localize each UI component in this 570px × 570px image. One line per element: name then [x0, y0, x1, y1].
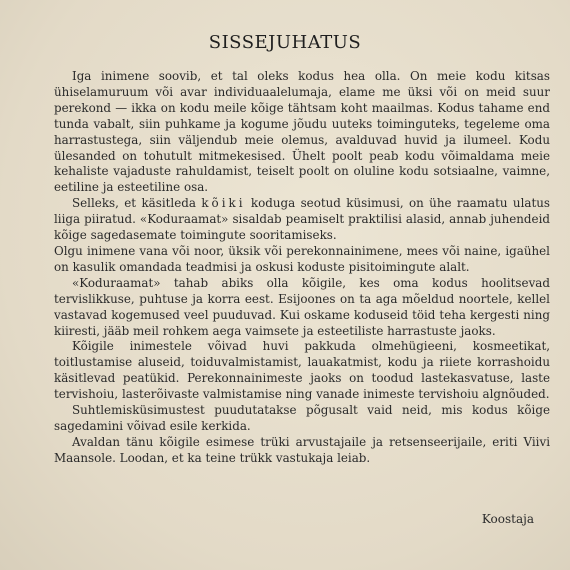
paragraph-6: Avaldan tänu kõigile esimese trüki arvustajaile ja retsenseerijaile, eriti Viivi Maansole. Loodan, et ka teine trükk vastukaja leiab.	[54, 434, 550, 465]
body-text	[54, 69, 550, 467]
paragraph-2-continued: Olgu inimene vana või noor, üksik või perekonnainimene, mees või naine, igaühel on kasulik omandada teadmisi ja oskusi koduste pisitoimingute alalt.	[54, 243, 550, 274]
signature: Koostaja	[481, 512, 534, 526]
paragraph-2-start: Selleks, et käsitleda	[72, 196, 202, 211]
emphasized-word: kõiki	[201, 196, 246, 211]
page-title: SISSEJUHATUS	[208, 32, 362, 53]
paragraph-3: «Koduraamat» tahab abiks olla kõigile, kes oma kodus hoolitsevad tervislikkuse, puhtuse ja korra eest. Esijoones on ta aga mõeldud noortele, kellel vastavad kogemused veel puuduvad. Kui oskame koduseid töid teha kergesti ning kiiresti, jääb meil rohkem aega vaimsete ja esteetiliste harrastuste jaoks.	[54, 275, 550, 338]
paragraph-1: Iga inimene soovib, et tal oleks kodus hea olla. On meie kodu kitsas ühiselamuruum või avar individuaalelumaja, elame me üksi või on meid suur perekond — ikka on kodu meile kõige tähtsam koht maailmas. Kodus tahame end tunda vabalt, siin puhkame ja kogume jõudu uuteks toiminguteks, tegeleme oma harrastustega, siin väljendub meie olemus, avalduvad huvid ja ilumeel. Kodu ülesanded on tohutult mitmekesised. Ühelt poolt peab kodu võimaldama meie kehaliste vajaduste rahuldamist, teiselt poolt on oluline kodu sotsiaalne, vaimne, eetiline ja esteetiline osa.	[54, 69, 550, 195]
paragraph-5: Suhtlemisküsimustest puudutatakse põgusalt vaid neid, mis kodus kõige sagedamini võivad esile kerkida.	[54, 403, 550, 433]
paragraph-2	[54, 196, 550, 276]
paragraph-4: Kõigile inimestele võivad huvi pakkuda olmehügieeni, kosmeetikat, toitlustamise aluseid, toiduvalmistamist, lauakatmist, kodu ja riiete korrashoidu käsitlevad peatükid. Perekonnainimeste jaoks on toodud lastekasvatuse, laste tervishoiu, lasterõivaste valmistamise ning vanade inimeste tervishoiu algnõuded.	[54, 339, 550, 402]
paragraph-2-end: koduga seotud küsimusi, on ühe raamatu ulatus liiga piiratud. «Koduraamat» sisaldab peamiselt praktilisi alasid, annab juhendeid kõige sagedasemate toimingute sooritamiseks.	[54, 196, 550, 243]
